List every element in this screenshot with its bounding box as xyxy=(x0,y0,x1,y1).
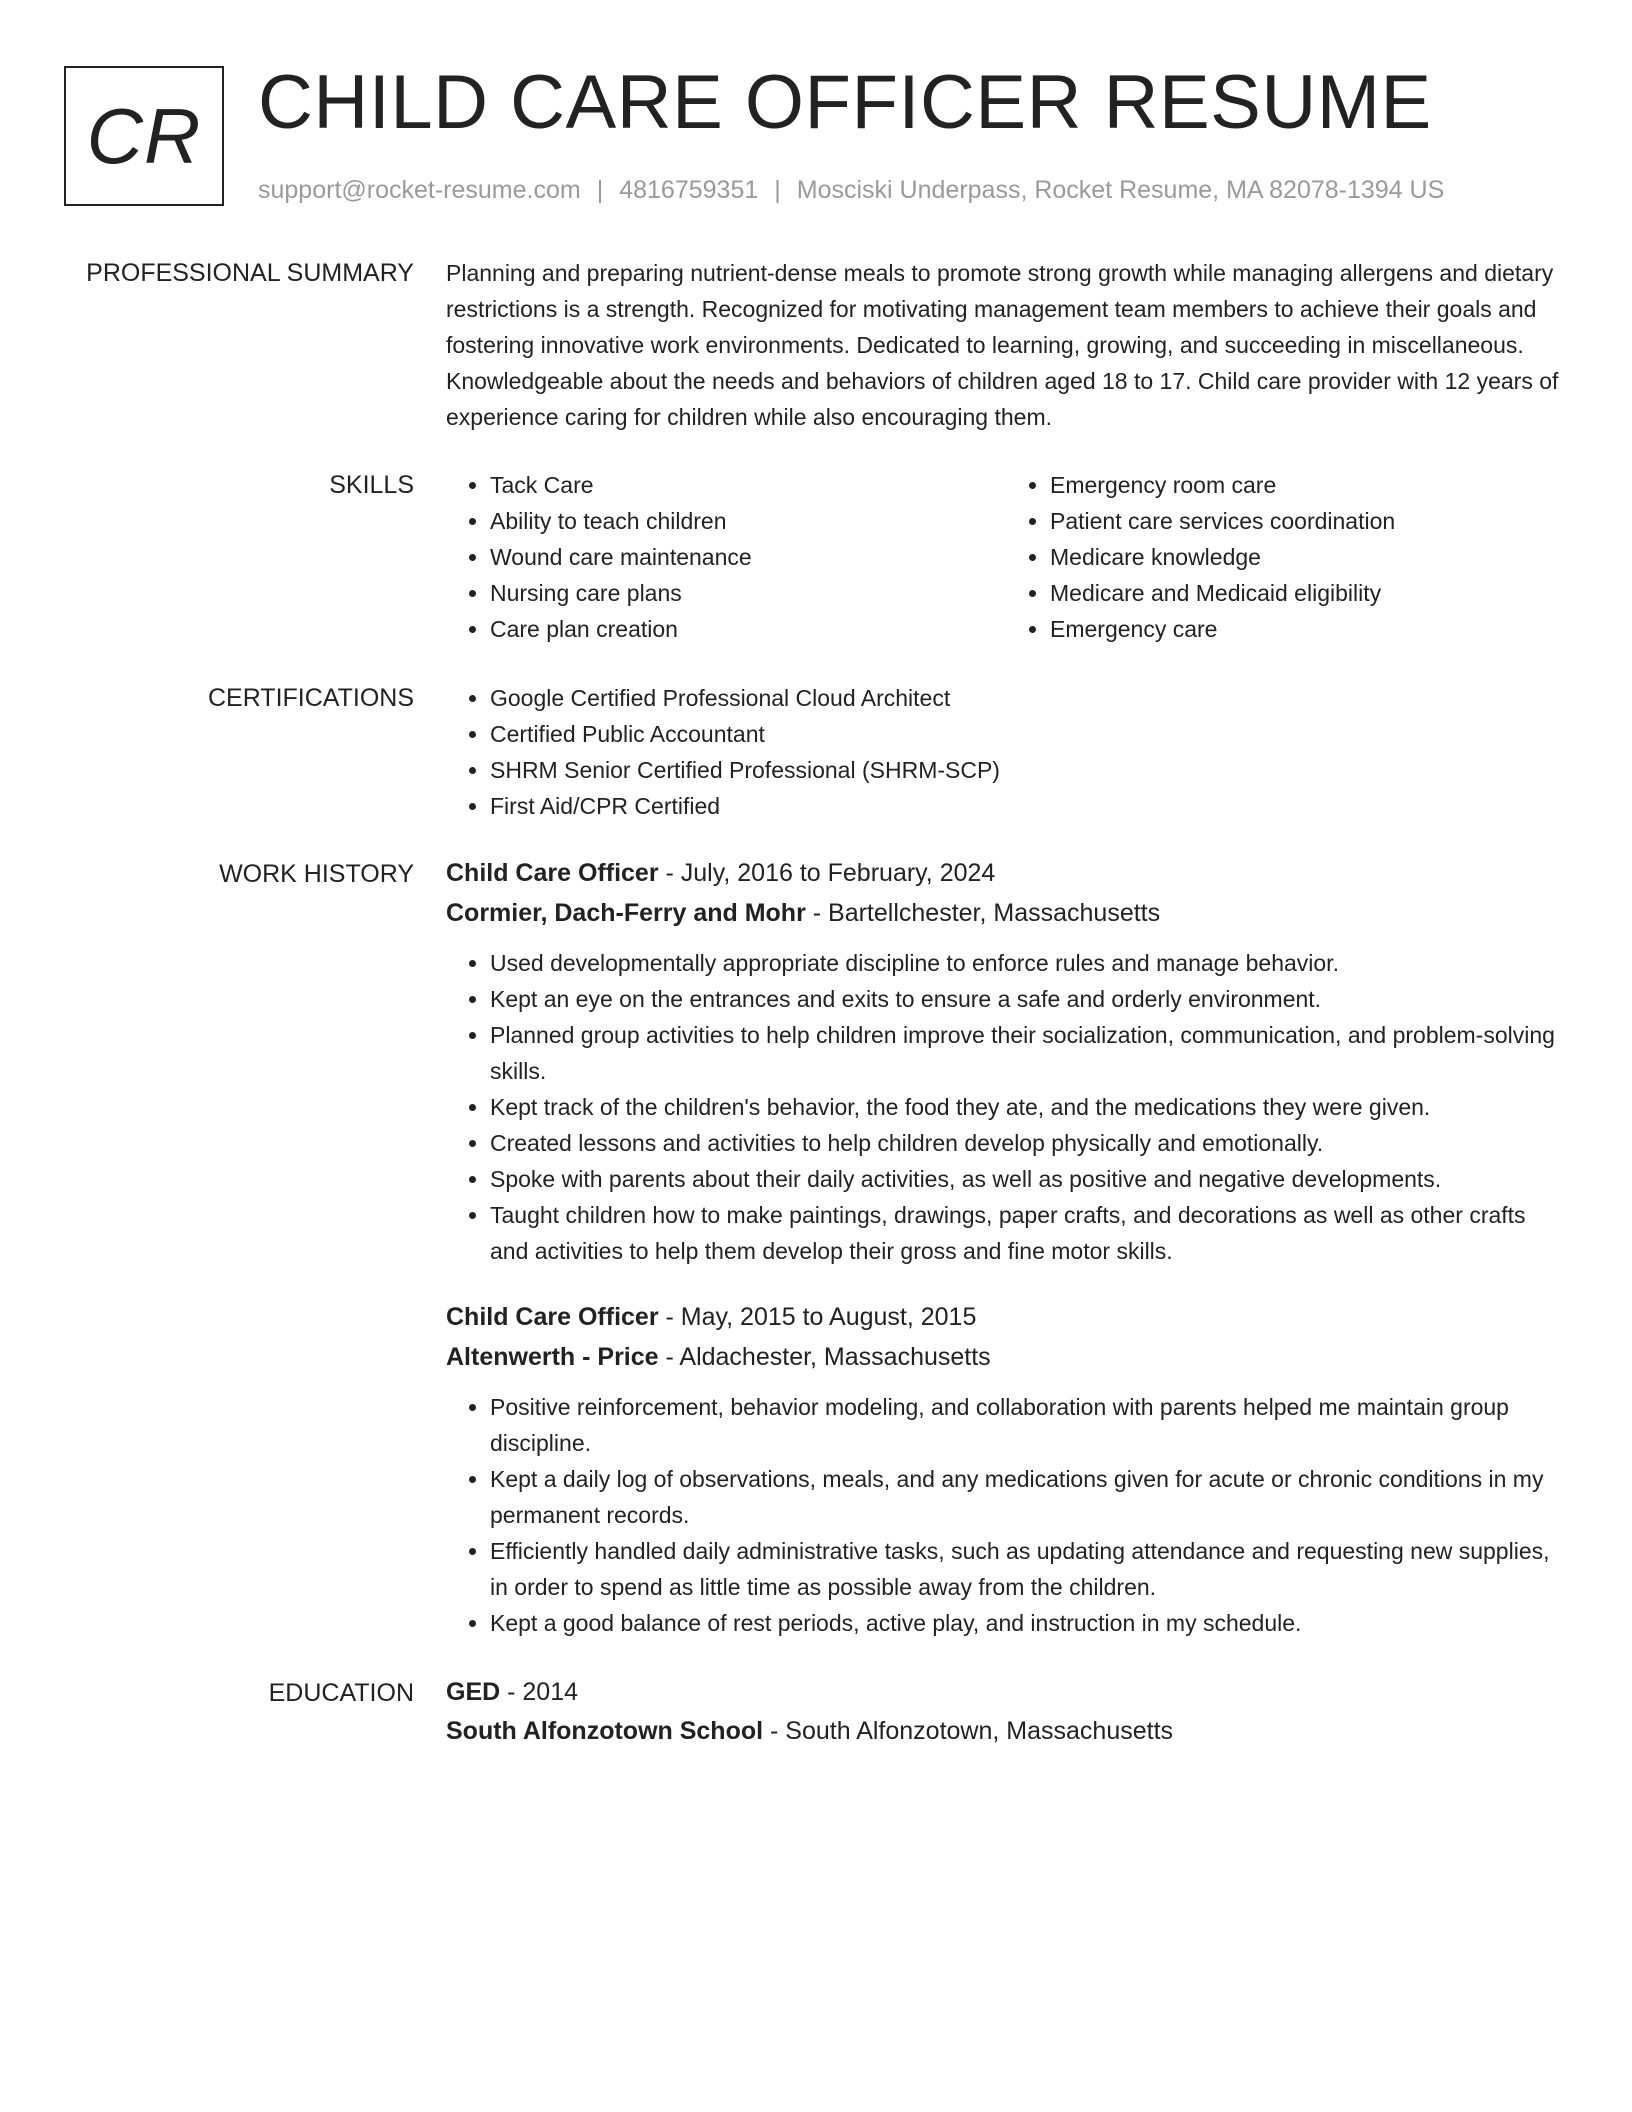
education-year: - 2014 xyxy=(500,1678,579,1706)
section-label-certifications: CERTIFICATIONS xyxy=(207,684,414,712)
job-entry xyxy=(446,853,1566,1269)
job-location: - Bartellchester, Massachusetts xyxy=(805,899,1161,927)
job-company: Altenwerth - Price xyxy=(446,1343,659,1371)
page-title: CHILD CARE OFFICER RESUME xyxy=(258,60,1432,145)
monogram-logo: CR xyxy=(64,66,224,206)
skill-item: • Medicare and Medicaid eligibility xyxy=(1050,575,1566,611)
job-dates: - May, 2015 to August, 2015 xyxy=(658,1303,977,1331)
job-title: Child Care Officer xyxy=(446,1303,659,1331)
job-bullet: • Planned group activities to help children improve their socialization, communication, and problem-solving skills. xyxy=(490,1017,1566,1089)
section-label-skills: SKILLS xyxy=(329,471,414,499)
job-bullet: • Kept track of the children's behavior, the food they ate, and the medications they were given. xyxy=(490,1089,1566,1125)
job-title: Child Care Officer xyxy=(446,859,659,887)
job-bullet: • Created lessons and activities to help children develop physically and emotionally. xyxy=(490,1125,1566,1161)
work-history-body xyxy=(446,1297,1566,1641)
skills-list-right xyxy=(1006,467,1566,647)
education-school-line xyxy=(446,1712,1566,1751)
contact-phone: 4816759351 xyxy=(619,176,759,204)
certification-item: • First Aid/CPR Certified xyxy=(490,788,1566,824)
certifications-list xyxy=(446,680,1566,824)
job-bullet: • Kept a daily log of observations, meals, and any medications given for acute or chronic conditions in my permanent records. xyxy=(490,1461,1566,1533)
job-bullet: • Efficiently handled daily administrative tasks, such as updating attendance and requesting new supplies, in order to spend as little time as possible away from the children. xyxy=(490,1533,1566,1605)
skill-item: • Care plan creation xyxy=(490,611,1006,647)
certification-item: • Certified Public Accountant xyxy=(490,716,1566,752)
summary-body xyxy=(446,255,1566,435)
skill-item: • Emergency room care xyxy=(1050,467,1566,503)
certification-item: • Google Certified Professional Cloud Architect xyxy=(490,680,1566,716)
contact-separator: | xyxy=(774,176,781,204)
contact-separator: | xyxy=(596,176,604,204)
section-label-education: EDUCATION xyxy=(268,1679,414,1707)
skill-item: • Emergency care xyxy=(1050,611,1566,647)
education-school: South Alfonzotown School xyxy=(446,1717,764,1745)
job-title-line xyxy=(446,1297,1566,1337)
job-bullet: • Used developmentally appropriate discipline to enforce rules and manage behavior. xyxy=(490,945,1566,981)
job-entry xyxy=(446,1297,1566,1641)
section-label-summary: PROFESSIONAL SUMMARY xyxy=(86,259,414,287)
job-bullet: • Positive reinforcement, behavior modeling, and collaboration with parents helped me maintain group discipline. xyxy=(490,1389,1566,1461)
contact-email: support@rocket-resume.com xyxy=(258,176,581,204)
skill-item: • Tack Care xyxy=(490,467,1006,503)
skill-item: • Patient care services coordination xyxy=(1050,503,1566,539)
job-bullets xyxy=(446,1389,1566,1641)
skill-item: • Nursing care plans xyxy=(490,575,1006,611)
education-degree-line xyxy=(446,1673,1566,1712)
education-degree: GED xyxy=(446,1678,501,1706)
skills-list-left xyxy=(446,467,1006,647)
summary-text: Planning and preparing nutrient-dense meals to promote strong growth while managing allergens and dietary restrictions is a strength. Recognized for motivating management team members to achieve their goals and fostering innovative work environments. Dedicated to learning, growing, and succeeding in miscellaneous. Knowledgeable about the needs and behaviors of children aged 18 to 17. Child care provider with 12 years of experience caring for children while also encouraging them. xyxy=(446,260,1559,430)
contact-address: Mosciski Underpass, Rocket Resume, MA 82078-1394 US xyxy=(796,176,1445,204)
skill-item: • Wound care maintenance xyxy=(490,539,1006,575)
job-title-line xyxy=(446,853,1566,893)
job-bullet: • Spoke with parents about their daily activities, as well as positive and negative developments. xyxy=(490,1161,1566,1197)
skill-item: • Medicare knowledge xyxy=(1050,539,1566,575)
job-company-line xyxy=(446,893,1566,933)
education-body xyxy=(446,1673,1566,1751)
section-label-work-history: WORK HISTORY xyxy=(219,860,414,888)
skills-body xyxy=(446,467,1566,647)
job-dates: - July, 2016 to February, 2024 xyxy=(658,859,996,887)
work-history-body xyxy=(446,853,1566,1269)
job-bullet: • Kept a good balance of rest periods, active play, and instruction in my schedule. xyxy=(490,1605,1566,1641)
job-company-line xyxy=(446,1337,1566,1377)
contact-line xyxy=(258,174,1444,206)
certification-item: • SHRM Senior Certified Professional (SHRM-SCP) xyxy=(490,752,1566,788)
job-bullets xyxy=(446,945,1566,1269)
job-bullet: • Taught children how to make paintings, drawings, paper crafts, and decorations as well as other crafts and activities to help them develop their gross and fine motor skills. xyxy=(490,1197,1566,1269)
job-bullet: • Kept an eye on the entrances and exits to ensure a safe and orderly environment. xyxy=(490,981,1566,1017)
job-company: Cormier, Dach-Ferry and Mohr xyxy=(446,899,806,927)
certifications-body xyxy=(446,680,1566,824)
skill-item: • Ability to teach children xyxy=(490,503,1006,539)
education-location: - South Alfonzotown, Massachusetts xyxy=(763,1717,1174,1745)
job-location: - Aldachester, Massachusetts xyxy=(658,1343,991,1371)
